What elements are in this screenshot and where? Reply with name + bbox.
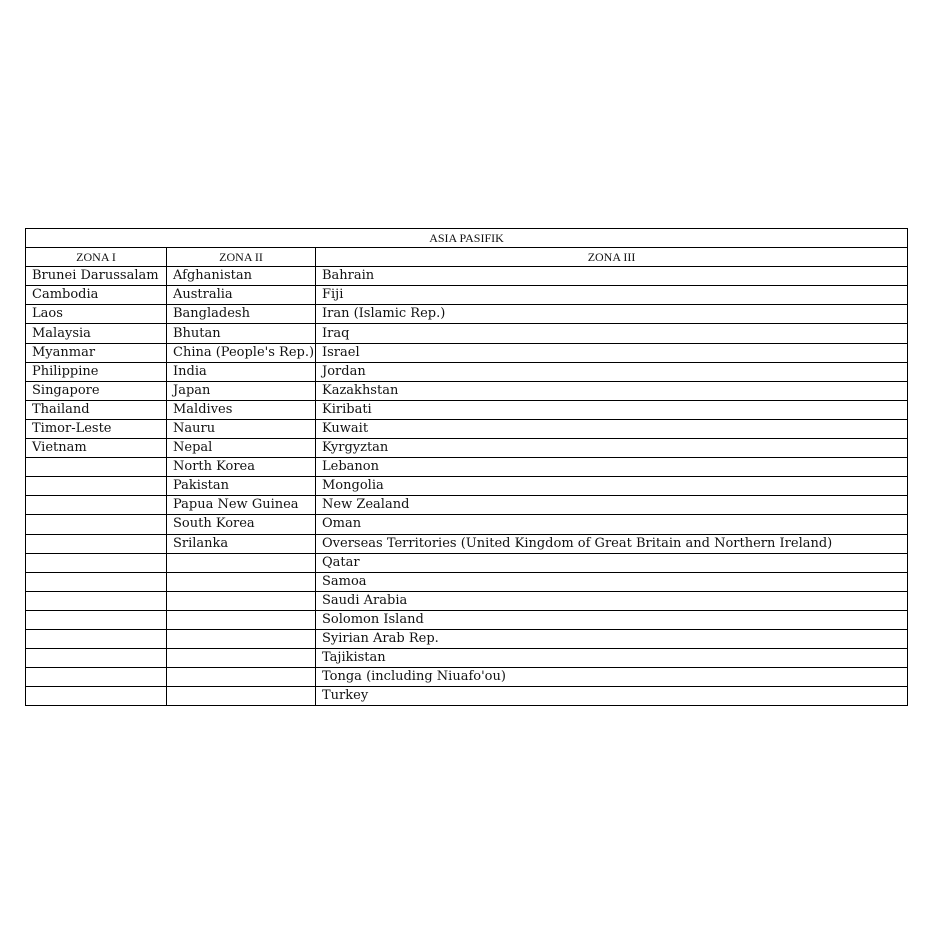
cell-zona-3: Solomon Island (316, 610, 908, 629)
cell-zona-3: Jordan (316, 362, 908, 381)
cell-zona-3: Israel (316, 343, 908, 362)
table-row (26, 649, 908, 668)
cell-zona-2 (167, 629, 316, 648)
table-title: ASIA PASIFIK (26, 229, 908, 248)
cell-zona-3: Iran (Islamic Rep.) (316, 305, 908, 324)
cell-zona-3: Kiribati (316, 400, 908, 419)
cell-zona-2: Maldives (167, 400, 316, 419)
cell-zona-3: Syirian Arab Rep. (316, 629, 908, 648)
table-row (26, 629, 908, 648)
cell-zona-1: Myanmar (26, 343, 167, 362)
cell-zona-2 (167, 553, 316, 572)
cell-zona-3: Iraq (316, 324, 908, 343)
cell-zona-3: Fiji (316, 286, 908, 305)
document-page (25, 228, 907, 706)
cell-zona-2: Japan (167, 381, 316, 400)
cell-zona-1 (26, 668, 167, 687)
cell-zona-1: Timor-Leste (26, 419, 167, 438)
cell-zona-2 (167, 687, 316, 706)
cell-zona-1 (26, 477, 167, 496)
cell-zona-2: Pakistan (167, 477, 316, 496)
header-zona-3: ZONA III (316, 248, 908, 267)
cell-zona-2 (167, 668, 316, 687)
cell-zona-3: Mongolia (316, 477, 908, 496)
header-zona-1: ZONA I (26, 248, 167, 267)
table-row (26, 610, 908, 629)
cell-zona-1: Laos (26, 305, 167, 324)
cell-zona-1: Philippine (26, 362, 167, 381)
zone-table (25, 228, 908, 706)
cell-zona-1 (26, 591, 167, 610)
table-row (26, 362, 908, 381)
cell-zona-1 (26, 496, 167, 515)
cell-zona-1 (26, 534, 167, 553)
table-title-row (26, 229, 908, 248)
cell-zona-1: Cambodia (26, 286, 167, 305)
table-row (26, 553, 908, 572)
cell-zona-2: China (People's Rep.) (167, 343, 316, 362)
cell-zona-1: Malaysia (26, 324, 167, 343)
table-row (26, 687, 908, 706)
table-row (26, 515, 908, 534)
cell-zona-3: Qatar (316, 553, 908, 572)
cell-zona-3: Oman (316, 515, 908, 534)
cell-zona-1 (26, 649, 167, 668)
cell-zona-3: Tajikistan (316, 649, 908, 668)
cell-zona-3: Turkey (316, 687, 908, 706)
cell-zona-2: South Korea (167, 515, 316, 534)
table-row (26, 305, 908, 324)
cell-zona-3: Lebanon (316, 458, 908, 477)
cell-zona-3: Overseas Territories (United Kingdom of Great Britain and Northern Ireland) (316, 534, 908, 553)
table-row (26, 591, 908, 610)
cell-zona-3: Saudi Arabia (316, 591, 908, 610)
cell-zona-1 (26, 572, 167, 591)
table-row (26, 572, 908, 591)
table-row (26, 439, 908, 458)
table-row (26, 668, 908, 687)
cell-zona-3: Samoa (316, 572, 908, 591)
table-row (26, 324, 908, 343)
table-row (26, 496, 908, 515)
cell-zona-1 (26, 629, 167, 648)
cell-zona-1: Brunei Darussalam (26, 267, 167, 286)
cell-zona-2: Papua New Guinea (167, 496, 316, 515)
table-header-row (26, 248, 908, 267)
cell-zona-2: Afghanistan (167, 267, 316, 286)
cell-zona-2: Nauru (167, 419, 316, 438)
cell-zona-1 (26, 553, 167, 572)
table-row (26, 477, 908, 496)
table-row (26, 381, 908, 400)
cell-zona-3: New Zealand (316, 496, 908, 515)
cell-zona-3: Tonga (including Niuafo'ou) (316, 668, 908, 687)
cell-zona-1: Vietnam (26, 439, 167, 458)
cell-zona-1 (26, 515, 167, 534)
table-row (26, 419, 908, 438)
cell-zona-1 (26, 458, 167, 477)
cell-zona-2 (167, 610, 316, 629)
cell-zona-2: India (167, 362, 316, 381)
cell-zona-2: Bhutan (167, 324, 316, 343)
cell-zona-1 (26, 610, 167, 629)
table-row (26, 400, 908, 419)
cell-zona-3: Bahrain (316, 267, 908, 286)
header-zona-2: ZONA II (167, 248, 316, 267)
cell-zona-2: Srilanka (167, 534, 316, 553)
cell-zona-2: Australia (167, 286, 316, 305)
table-row (26, 458, 908, 477)
cell-zona-3: Kyrgyztan (316, 439, 908, 458)
cell-zona-2 (167, 591, 316, 610)
table-body (26, 267, 908, 706)
cell-zona-1 (26, 687, 167, 706)
cell-zona-3: Kazakhstan (316, 381, 908, 400)
cell-zona-2 (167, 649, 316, 668)
table-row (26, 267, 908, 286)
table-row (26, 343, 908, 362)
cell-zona-2: North Korea (167, 458, 316, 477)
cell-zona-1: Singapore (26, 381, 167, 400)
cell-zona-2: Bangladesh (167, 305, 316, 324)
cell-zona-1: Thailand (26, 400, 167, 419)
table-row (26, 286, 908, 305)
table-row (26, 534, 908, 553)
cell-zona-2: Nepal (167, 439, 316, 458)
cell-zona-3: Kuwait (316, 419, 908, 438)
cell-zona-2 (167, 572, 316, 591)
